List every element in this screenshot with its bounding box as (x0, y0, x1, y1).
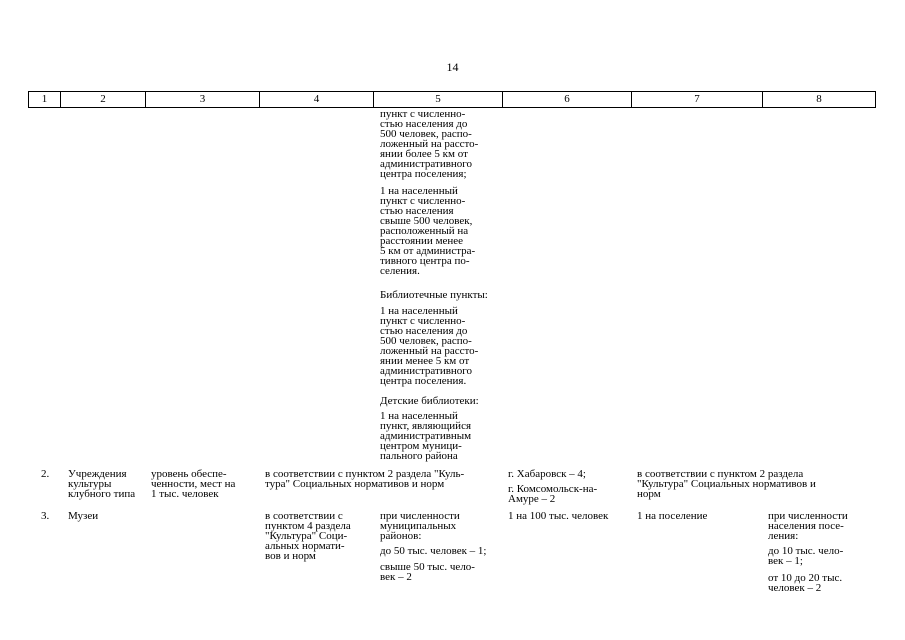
row-2-name: Учреждения культуры клубного типа (68, 468, 136, 500)
row-2-col4-5: в соответствии с пунктом 2 раздела "Куль- тура" Социальных нормативов и норм (265, 468, 465, 490)
cell-continuation-text: 1 на населенный пункт, являющийся административным центром муници- пального района (380, 410, 472, 462)
column-header-2: 2 (60, 91, 145, 108)
column-header-8: 8 (762, 91, 876, 108)
cell-continuation-heading: Библиотечные пункты: (380, 289, 488, 301)
row-3-number: 3. (41, 510, 50, 522)
row-3-col5-item: свыше 50 тыс. чело- век – 2 (380, 561, 475, 583)
column-header-6: 6 (502, 91, 631, 108)
row-3-col8-item: до 10 тыс. чело- век – 1; (768, 545, 844, 567)
row-3-col8-intro: при численности населения посе- ления: (768, 510, 848, 542)
cell-continuation-text: 1 на населенный пункт с численно- стью населения свыше 500 человек, расположенный на расстоянии менее 5 км от администра- тивного центра по- селения. (380, 185, 476, 277)
row-2-col6-khabarovsk: г. Хабаровск – 4; (508, 468, 586, 480)
column-header-4: 4 (259, 91, 373, 108)
row-2-col7-8: в соответствии с пунктом 2 раздела "Культура" Социальных нормативов и норм (637, 468, 816, 500)
row-3-col4: в соответствии с пунктом 4 раздела "Культура" Соци- альных нормати- вов и норм (265, 510, 351, 562)
row-3-name: Музеи (68, 510, 99, 522)
column-header-1: 1 (28, 91, 60, 108)
cell-continuation-text: пункт с численно- стью населения до 500 человек, распо- ложенный на рассто- янии более 5 км от административного центра поселения; (380, 108, 479, 180)
row-2-col6-komsomolsk: г. Комсомольск-на- Амуре – 2 (508, 483, 598, 505)
row-2-number: 2. (41, 468, 50, 480)
row-3-col5-item: до 50 тыс. человек – 1; (380, 545, 487, 557)
cell-continuation-text: 1 на населенный пункт с численно- стью населения до 500 человек, распо- ложенный на рассто- янии менее 5 км от административного центра поселения. (380, 305, 479, 387)
row-3-col6: 1 на 100 тыс. человек (508, 510, 609, 522)
row-2-indicator: уровень обеспе- ченности, мест на 1 тыс. человек (151, 468, 236, 500)
row-3-col8-item: от 10 до 20 тыс. человек – 2 (768, 572, 843, 594)
cell-continuation-heading: Детские библиотеки: (380, 395, 479, 407)
column-header-7: 7 (631, 91, 762, 108)
column-header-5: 5 (373, 91, 502, 108)
row-3-col5-intro: при численности муниципальных районов: (380, 510, 460, 542)
page-number: 14 (446, 60, 459, 74)
column-header-3: 3 (145, 91, 259, 108)
row-3-col7: 1 на поселение (637, 510, 708, 522)
